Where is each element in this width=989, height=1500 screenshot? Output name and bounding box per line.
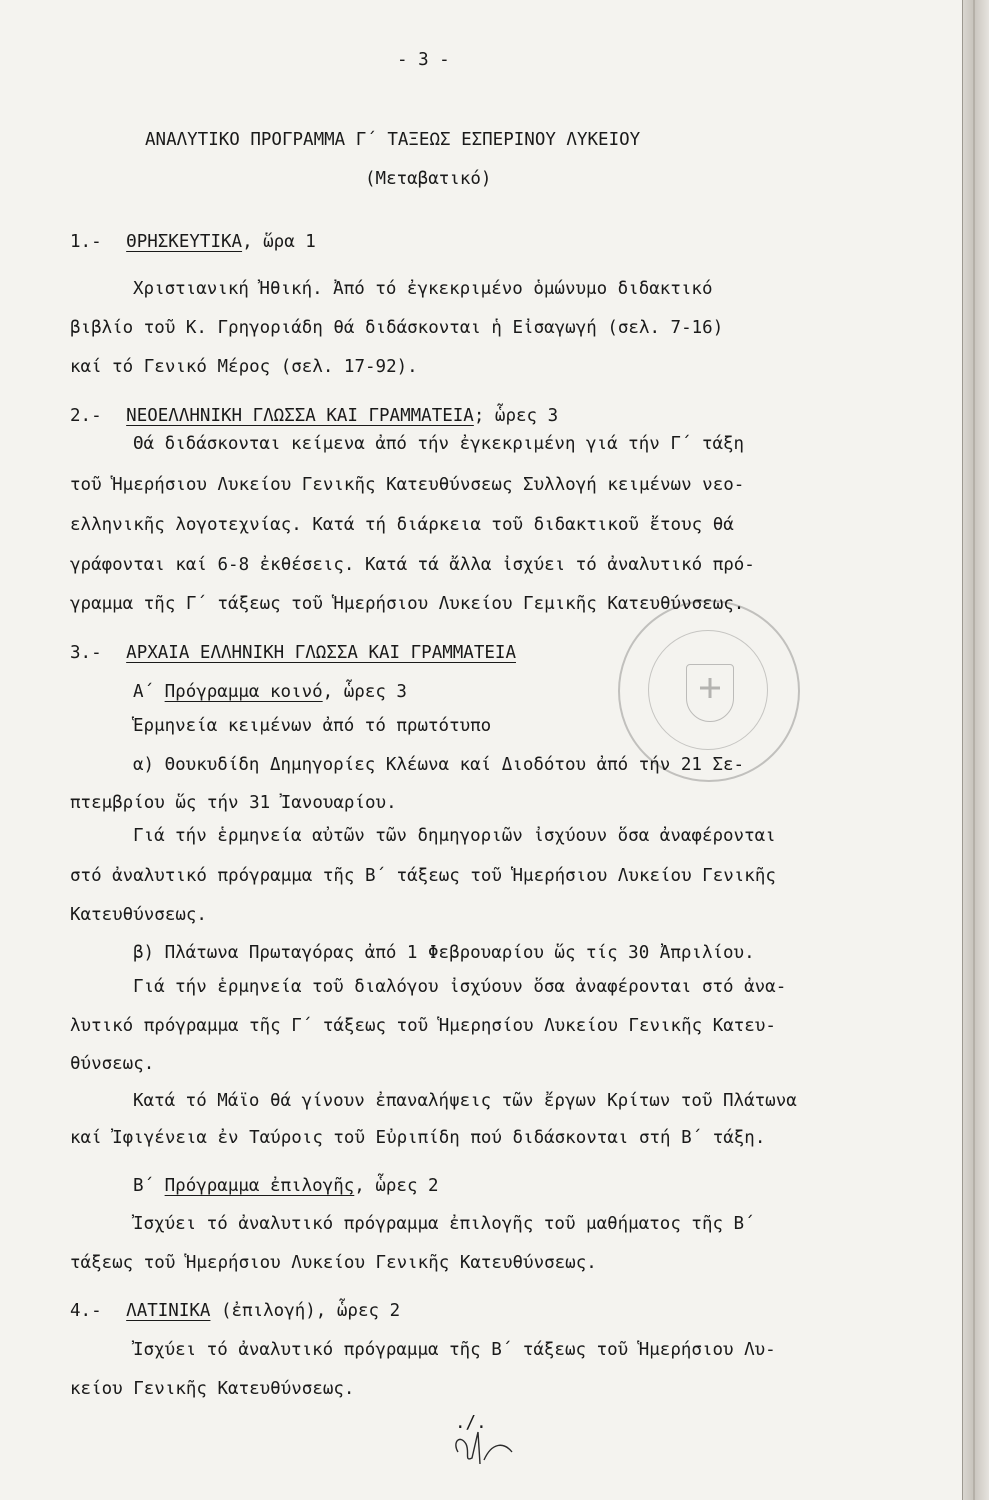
section-2-line: γράφονται καί 6-8 ἐκθέσεις. Κατά τά ἄλλα ἰσχύει τό ἀναλυτικό πρό- — [70, 555, 755, 575]
section-2-hours: ; ὧρες 3 — [473, 406, 559, 426]
document-title: ΑΝΑΛΥΤΙΚΟ ΠΡΟΓΡΑΜΜΑ Γ΄ ΤΑΞΕΩΣ ΕΣΠΕΡΙΝΟΥ ΛΥΚΕΙΟΥ — [145, 130, 641, 150]
section-3-line: Γιά τήν ἑρμηνεία τοῦ διαλόγου ἰσχύουν ὅσα ἀναφέρονται στό ἀνα- — [133, 977, 787, 997]
section-3-line: πτεμβρίου ὥς τήν 31 Ἰανουαρίου. — [70, 793, 397, 813]
continuation-mark: ./. — [455, 1413, 487, 1433]
section-1-line: καί τό Γενικό Μέρος (σελ. 17-92). — [70, 357, 418, 377]
section-3-line: α) Θουκυδίδη Δημηγορίες Κλέωνα καί Διοδότου ἀπό τήν 21 Σε- — [133, 755, 745, 775]
section-4-number: 4.- — [70, 1301, 102, 1321]
section-3-line: στό ἀναλυτικό πρόγραμμα τῆς Β΄ τάξεως τοῦ Ἡμερήσιου Λυκείου Γενικῆς — [70, 866, 776, 886]
section-3-line: Κατευθύνσεως. — [70, 905, 207, 925]
section-2-line: ελληνικῆς λογοτεχνίας. Κατά τή διάρκεια τοῦ διδακτικοῦ ἔτους θά — [70, 515, 734, 535]
section-2-line: Θά διδάσκονται κείμενα ἀπό τήν ἐγκεκριμένη γιά τήν Γ΄ τάξη — [133, 434, 745, 454]
section-2-line: τοῦ Ἡμερήσιου Λυκείου Γενικῆς Κατευθύνσεως Συλλογή κειμένων νεο- — [70, 475, 745, 495]
section-2-number: 2.- — [70, 406, 102, 426]
section-4-line: Ἰσχύει τό ἀναλυτικό πρόγραμμα τῆς Β΄ τάξεως τοῦ Ἡμερήσιου Λυ- — [133, 1340, 776, 1360]
section-3-line: καί Ἰφιγένεια ἐν Ταύροις τοῦ Εὐριπίδη πού διδάσκονται στή Β΄ τάξη. — [70, 1128, 766, 1148]
section-2-title: ΝΕΟΕΛΛΗΝΙΚΗ ΓΛΩΣΣΑ ΚΑΙ ΓΡΑΜΜΑΤΕΙΑ — [126, 406, 474, 426]
sub-b-title: Πρόγραμμα ἐπιλογῆς — [164, 1176, 355, 1196]
section-3-line: β) Πλάτωνα Πρωταγόρας ἀπό 1 Φεβρουαρίου ὥς τίς 30 Ἀπριλίου. — [133, 943, 755, 963]
section-1-heading — [70, 231, 316, 253]
sub-a-title: Πρόγραμμα κοινό — [164, 682, 323, 702]
section-3-sub-a — [133, 681, 407, 703]
sub-b-hours: , ὧρες 2 — [354, 1176, 439, 1196]
page-edge — [962, 0, 989, 1500]
section-3-line: Γιά τήν ἑρμηνεία αὐτῶν τῶν δημηγοριῶν ἰσχύουν ὅσα ἀναφέρονται — [133, 826, 776, 846]
section-4-title: ΛΑΤΙΝΙΚΑ — [126, 1301, 211, 1321]
section-1-line: βιβλίο τοῦ Κ. Γρηγοριάδη θά διδάσκονται ἡ Εἰσαγωγή (σελ. 7-16) — [70, 318, 724, 338]
stamp-cross-icon — [700, 678, 720, 698]
section-3-sub-b — [133, 1175, 439, 1197]
signature-mark — [448, 1412, 528, 1472]
section-1-hours: , ὥρα 1 — [242, 232, 316, 252]
section-3-number: 3.- — [70, 643, 102, 663]
sub-b-line: Ἰσχύει τό ἀναλυτικό πρόγραμμα ἐπιλογῆς τοῦ μαθήματος τῆς Β΄ — [133, 1214, 755, 1234]
section-3-line: Κατά τό Μάϊο θά γίνουν ἐπαναλήψεις τῶν ἔργων Κρίτων τοῦ Πλάτωνα — [133, 1091, 797, 1111]
section-2-line: γραμμα τῆς Γ΄ τάξεως τοῦ Ἡμερήσιου Λυκείου Γεμικῆς Κατευθύνσεως. — [70, 594, 745, 614]
section-3-title: ΑΡΧΑΙΑ ΕΛΛΗΝΙΚΗ ΓΛΩΣΣΑ ΚΑΙ ΓΡΑΜΜΑΤΕΙΑ — [126, 643, 516, 663]
document-subtitle: (Μεταβατικό) — [365, 169, 492, 189]
section-3-line: λυτικό πρόγραμμα τῆς Γ΄ τάξεως τοῦ Ἡμερησίου Λυκείου Γενικῆς Κατευ- — [70, 1016, 776, 1036]
section-1-title: ΘΡΗΣΚΕΥΤΙΚΑ — [126, 232, 243, 252]
sub-a-hours: , ὧρες 3 — [322, 682, 407, 702]
sub-a-description: Ἑρμηνεία κειμένων ἀπό τό πρωτότυπο — [133, 716, 492, 736]
section-4-heading — [70, 1300, 400, 1322]
sub-b-prefix: Β΄ — [133, 1176, 155, 1196]
section-2-heading — [70, 405, 558, 427]
section-1-line: Χριστιανική Ἠθική. Ἀπό τό ἐγκεκριμένο ὁμώνυμο διδακτικό — [133, 279, 713, 299]
section-3-line: θύνσεως. — [70, 1054, 155, 1074]
sub-a-prefix: Α΄ — [133, 682, 155, 702]
section-4-hours: (ἐπιλογή), ὧρες 2 — [210, 1301, 401, 1321]
section-4-line: κείου Γενικῆς Κατευθύνσεως. — [70, 1379, 355, 1399]
page-number: - 3 - — [397, 50, 450, 70]
section-3-heading — [70, 642, 516, 664]
section-1-number: 1.- — [70, 232, 102, 252]
sub-b-line: τάξεως τοῦ Ἡμερήσιου Λυκείου Γενικῆς Κατευθύνσεως. — [70, 1253, 597, 1273]
